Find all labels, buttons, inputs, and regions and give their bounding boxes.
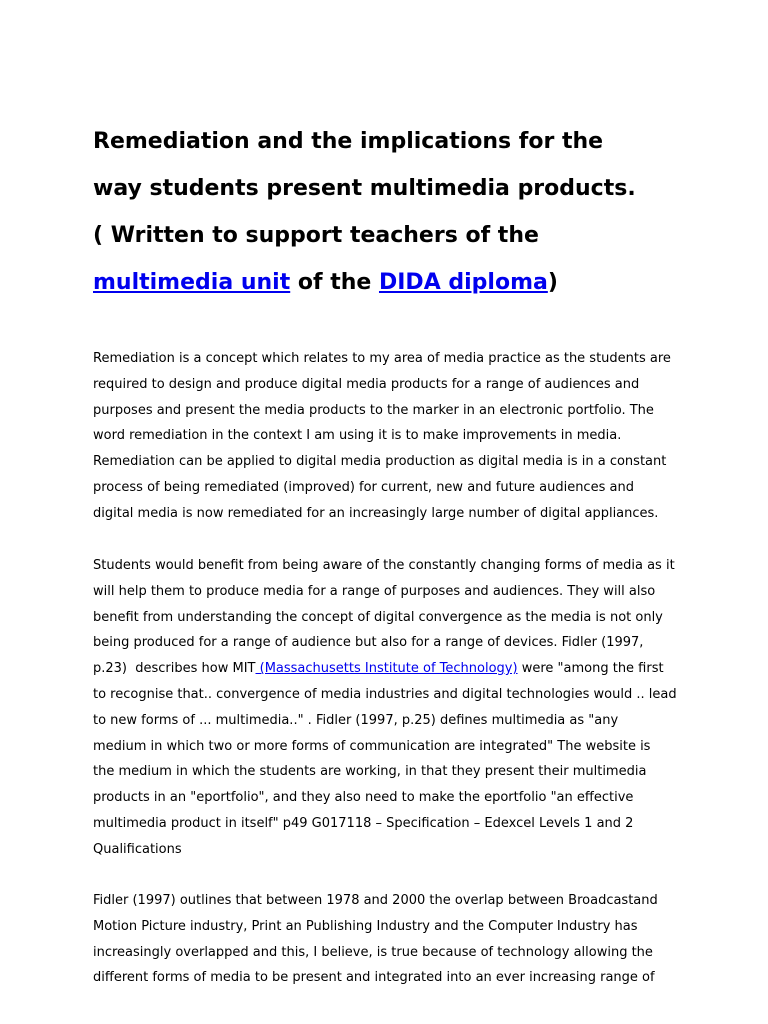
- title-line: way students present multimedia products.: [93, 176, 636, 201]
- text-line: process of being remediated (improved) for current, new and future audiences and: [93, 479, 634, 495]
- multimedia-unit-link[interactable]: multimedia unit: [93, 270, 291, 295]
- title-text: of the: [290, 270, 379, 295]
- paragraph-remediation: [93, 346, 693, 527]
- text-line: to recognise that.. convergence of media industries and digital technologies would .. lead: [93, 686, 677, 702]
- text-line: Remediation can be applied to digital media production as digital media is in a constant: [93, 454, 667, 470]
- text-line: to new forms of ... multimedia.." . Fidler (1997, p.25) defines multimedia as "any: [93, 712, 619, 728]
- text-line: Remediation is a concept which relates to my area of media practice as the students are: [93, 351, 671, 366]
- title-line: Remediation and the implications for the: [93, 129, 604, 154]
- text-line: increasingly overlapped and this, I believe, is true because of technology allowing the: [93, 944, 653, 960]
- text-line: medium in which two or more forms of communication are integrated" The website is: [93, 738, 651, 754]
- text-line: Motion Picture industry, Print an Publishing Industry and the Computer Industry has: [93, 918, 638, 934]
- text-line: word remediation in the context I am using it is to make improvements in media.: [93, 428, 622, 444]
- mit-link[interactable]: (Massachusetts Institute of Technology): [255, 661, 518, 677]
- text-line: purposes and present the media products to the marker in an electronic portfolio. The: [93, 402, 654, 418]
- text-line: different forms of media to be present and integrated into an ever increasing range of: [93, 970, 655, 986]
- text-line: will help them to produce media for a range of purposes and audiences. They will also: [93, 583, 656, 599]
- text-fragment: p.23) describes how MIT: [93, 661, 256, 677]
- text-line: Students would benefit from being aware of the constantly changing forms of media as it: [93, 558, 675, 573]
- paragraph-convergence: [93, 553, 693, 863]
- dida-diploma-link[interactable]: DIDA diploma: [378, 270, 548, 295]
- text-line: [93, 656, 693, 682]
- title-line: ( Written to support teachers of the: [93, 223, 539, 248]
- text-line: the medium in which the students are working, in that they present their multimedia: [93, 764, 647, 780]
- text-line: Qualifications: [93, 841, 182, 857]
- text-line: benefit from understanding the concept of digital convergence as the media is not only: [93, 609, 663, 625]
- title-text: ): [547, 270, 558, 295]
- text-line: multimedia product in itself" p49 G017118 – Specification – Edexcel Levels 1 and 2: [93, 815, 634, 831]
- text-line: required to design and produce digital media products for a range of audiences and: [93, 376, 640, 392]
- text-line: being produced for a range of audience but also for a range of devices. Fidler (1997,: [93, 635, 644, 651]
- title-line: [93, 259, 713, 306]
- document-title: [93, 118, 713, 306]
- text-line: Fidler (1997) outlines that between 1978 and 2000 the overlap between Broadcastand: [93, 893, 658, 908]
- paragraph-industry-overlap: [93, 888, 693, 991]
- text-line: digital media is now remediated for an increasingly large number of digital appliances.: [93, 505, 659, 521]
- text-fragment: were "among the first: [517, 661, 664, 677]
- text-line: products in an "eportfolio", and they also need to make the eportfolio "an effective: [93, 790, 634, 806]
